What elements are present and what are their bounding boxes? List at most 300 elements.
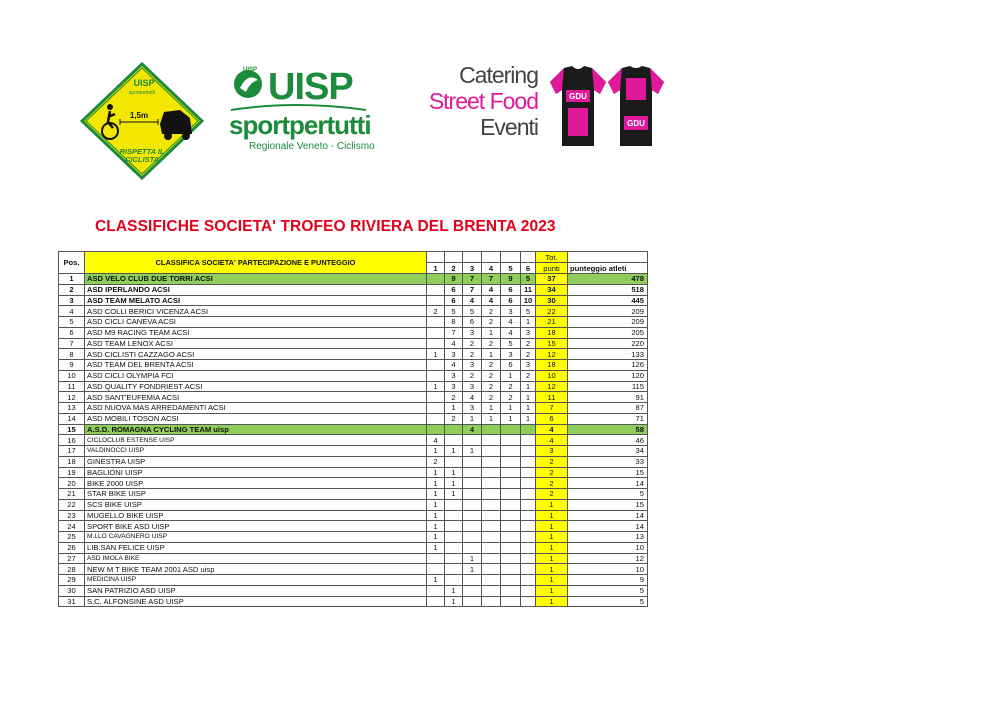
row-team-name: GINESTRA UISP bbox=[85, 456, 267, 467]
row-athlete-score: 13 bbox=[568, 532, 648, 543]
sign-distance: 1,5m bbox=[129, 111, 149, 120]
row-spacer bbox=[267, 338, 427, 349]
row-total-points: 2 bbox=[536, 478, 568, 489]
row-round-3 bbox=[463, 456, 482, 467]
row-round-4: 7 bbox=[482, 274, 501, 285]
row-athlete-score: 10 bbox=[568, 542, 648, 553]
row-round-6 bbox=[521, 467, 536, 478]
row-round-1: 1 bbox=[427, 499, 445, 510]
row-round-1 bbox=[427, 403, 445, 414]
row-pos: 23 bbox=[59, 510, 85, 521]
row-round-2: 8 bbox=[445, 317, 463, 328]
row-round-4 bbox=[482, 542, 501, 553]
row-athlete-score: 133 bbox=[568, 349, 648, 360]
row-round-1 bbox=[427, 327, 445, 338]
row-athlete-score: 120 bbox=[568, 370, 648, 381]
row-total-points: 22 bbox=[536, 306, 568, 317]
row-athlete-score: 15 bbox=[568, 467, 648, 478]
row-round-4 bbox=[482, 456, 501, 467]
row-round-2: 3 bbox=[445, 370, 463, 381]
row-spacer bbox=[267, 403, 427, 414]
row-round-1 bbox=[427, 370, 445, 381]
row-total-points: 7 bbox=[536, 403, 568, 414]
row-round-2 bbox=[445, 499, 463, 510]
row-round-2 bbox=[445, 564, 463, 575]
jersey2-label: GDU bbox=[627, 119, 645, 128]
row-total-points: 4 bbox=[536, 435, 568, 446]
uisp-wordmark: UISP bbox=[268, 66, 353, 108]
row-pos: 7 bbox=[59, 338, 85, 349]
row-round-4 bbox=[482, 564, 501, 575]
row-round-5 bbox=[501, 446, 521, 457]
row-spacer bbox=[267, 317, 427, 328]
row-spacer bbox=[267, 521, 427, 532]
row-round-1: 1 bbox=[427, 381, 445, 392]
row-pos: 4 bbox=[59, 306, 85, 317]
row-round-4: 1 bbox=[482, 349, 501, 360]
table-row bbox=[59, 575, 648, 586]
header-tot-punti: punti bbox=[536, 263, 568, 274]
row-athlete-score: 5 bbox=[568, 596, 648, 607]
row-round-3: 4 bbox=[463, 392, 482, 403]
row-round-3 bbox=[463, 478, 482, 489]
row-pos: 31 bbox=[59, 596, 85, 607]
row-pos: 17 bbox=[59, 446, 85, 457]
table-row bbox=[59, 585, 648, 596]
row-pos: 5 bbox=[59, 317, 85, 328]
row-team-name: LIB.SAN FELICE UISP bbox=[85, 542, 267, 553]
row-round-4: 1 bbox=[482, 403, 501, 414]
row-total-points: 12 bbox=[536, 349, 568, 360]
row-team-name: S.C. ALFONSINE ASD UISP bbox=[85, 596, 267, 607]
row-athlete-score: 445 bbox=[568, 295, 648, 306]
row-round-3 bbox=[463, 521, 482, 532]
row-total-points: 3 bbox=[536, 446, 568, 457]
table-row bbox=[59, 596, 648, 607]
row-pos: 3 bbox=[59, 295, 85, 306]
header-tot: Tot. bbox=[536, 252, 568, 263]
row-spacer bbox=[267, 424, 427, 435]
row-team-name: STAR BIKE UISP bbox=[85, 489, 267, 500]
row-round-5: 1 bbox=[501, 370, 521, 381]
row-round-6 bbox=[521, 542, 536, 553]
row-round-3: 1 bbox=[463, 446, 482, 457]
table-row bbox=[59, 392, 648, 403]
row-round-2: 2 bbox=[445, 392, 463, 403]
row-round-6 bbox=[521, 596, 536, 607]
row-total-points: 1 bbox=[536, 521, 568, 532]
row-pos: 26 bbox=[59, 542, 85, 553]
row-round-4 bbox=[482, 596, 501, 607]
row-round-6: 2 bbox=[521, 338, 536, 349]
row-spacer bbox=[267, 381, 427, 392]
row-round-1: 2 bbox=[427, 456, 445, 467]
row-round-4: 2 bbox=[482, 317, 501, 328]
row-team-name: ASD COLLI BERICI VICENZA ACSI bbox=[85, 306, 267, 317]
row-round-2: 4 bbox=[445, 360, 463, 371]
row-round-6 bbox=[521, 456, 536, 467]
row-total-points: 12 bbox=[536, 381, 568, 392]
row-athlete-score: 14 bbox=[568, 521, 648, 532]
row-round-2: 1 bbox=[445, 446, 463, 457]
row-athlete-score: 126 bbox=[568, 360, 648, 371]
row-team-name: ASD CICLI CANEVA ACSI bbox=[85, 317, 267, 328]
row-round-4 bbox=[482, 575, 501, 586]
jersey-back-icon bbox=[606, 64, 666, 148]
row-total-points: 18 bbox=[536, 360, 568, 371]
row-round-5: 5 bbox=[501, 338, 521, 349]
row-round-1 bbox=[427, 585, 445, 596]
row-round-4: 1 bbox=[482, 327, 501, 338]
row-round-1: 1 bbox=[427, 446, 445, 457]
row-round-3: 4 bbox=[463, 424, 482, 435]
row-round-6 bbox=[521, 585, 536, 596]
row-round-2 bbox=[445, 575, 463, 586]
row-spacer bbox=[267, 360, 427, 371]
row-athlete-score: 115 bbox=[568, 381, 648, 392]
jersey-front-icon bbox=[548, 64, 608, 148]
row-spacer bbox=[267, 327, 427, 338]
row-round-2: 3 bbox=[445, 349, 463, 360]
row-round-3: 3 bbox=[463, 381, 482, 392]
table-header-row bbox=[59, 252, 648, 263]
row-round-4: 2 bbox=[482, 370, 501, 381]
row-team-name: ASD NUOVA MAS ARREDAMENTI ACSI bbox=[85, 403, 267, 414]
row-team-name: MEDICINA UISP bbox=[85, 575, 267, 586]
row-athlete-score: 14 bbox=[568, 478, 648, 489]
sign-brand: UISP bbox=[133, 78, 155, 88]
row-round-5: 6 bbox=[501, 284, 521, 295]
row-round-5 bbox=[501, 499, 521, 510]
row-round-5 bbox=[501, 532, 521, 543]
row-team-name: ASD MOBILI TOSON ACSI bbox=[85, 413, 267, 424]
row-pos: 12 bbox=[59, 392, 85, 403]
row-round-3: 4 bbox=[463, 295, 482, 306]
row-round-3: 3 bbox=[463, 360, 482, 371]
row-round-4 bbox=[482, 424, 501, 435]
row-team-name: ASD IPERLANDO ACSI bbox=[85, 284, 267, 295]
row-team-name: ASD CICLISTI CAZZAGO ACSI bbox=[85, 349, 267, 360]
row-team-name: M.LLO CAVAGNERO UISP bbox=[85, 532, 267, 543]
row-pos: 10 bbox=[59, 370, 85, 381]
row-spacer bbox=[267, 510, 427, 521]
row-spacer bbox=[267, 392, 427, 403]
row-spacer bbox=[267, 467, 427, 478]
row-total-points: 34 bbox=[536, 284, 568, 295]
row-team-name: VALDINOCCI UISP bbox=[85, 446, 267, 457]
row-round-3: 7 bbox=[463, 274, 482, 285]
row-round-2: 7 bbox=[445, 327, 463, 338]
row-team-name: ASD QUALITY FONDRIEST ACSI bbox=[85, 381, 267, 392]
row-round-3: 6 bbox=[463, 317, 482, 328]
row-round-3 bbox=[463, 489, 482, 500]
table-row bbox=[59, 499, 648, 510]
row-total-points: 1 bbox=[536, 553, 568, 564]
table-row bbox=[59, 456, 648, 467]
row-athlete-score: 220 bbox=[568, 338, 648, 349]
row-round-6: 2 bbox=[521, 349, 536, 360]
row-round-2: 1 bbox=[445, 596, 463, 607]
row-pos: 21 bbox=[59, 489, 85, 500]
row-round-6: 10 bbox=[521, 295, 536, 306]
header-pos: Pos. bbox=[59, 252, 85, 274]
row-round-1: 1 bbox=[427, 575, 445, 586]
row-round-6: 1 bbox=[521, 381, 536, 392]
row-pos: 15 bbox=[59, 424, 85, 435]
row-round-2 bbox=[445, 424, 463, 435]
row-total-points: 6 bbox=[536, 413, 568, 424]
row-round-3 bbox=[463, 467, 482, 478]
row-round-4 bbox=[482, 467, 501, 478]
row-spacer bbox=[267, 349, 427, 360]
row-round-1 bbox=[427, 424, 445, 435]
row-round-4: 4 bbox=[482, 284, 501, 295]
row-athlete-score: 10 bbox=[568, 564, 648, 575]
catering-logo bbox=[424, 62, 538, 140]
header-round-3: 3 bbox=[463, 263, 482, 274]
row-pos: 20 bbox=[59, 478, 85, 489]
row-team-name: ASD TEAM MELATO ACSI bbox=[85, 295, 267, 306]
row-round-4 bbox=[482, 521, 501, 532]
sign-sub: sportpertutti bbox=[128, 90, 156, 96]
row-total-points: 1 bbox=[536, 542, 568, 553]
row-round-5 bbox=[501, 575, 521, 586]
table-row bbox=[59, 274, 648, 285]
row-pos: 25 bbox=[59, 532, 85, 543]
row-spacer bbox=[267, 585, 427, 596]
row-round-6 bbox=[521, 521, 536, 532]
row-spacer bbox=[267, 295, 427, 306]
row-total-points: 11 bbox=[536, 392, 568, 403]
row-round-6 bbox=[521, 575, 536, 586]
row-round-1: 1 bbox=[427, 349, 445, 360]
row-round-4: 2 bbox=[482, 360, 501, 371]
table-row bbox=[59, 542, 648, 553]
header-round-1: 1 bbox=[427, 263, 445, 274]
row-round-3: 5 bbox=[463, 306, 482, 317]
row-team-name: ASD IMOLA BIKE bbox=[85, 553, 267, 564]
row-round-4: 4 bbox=[482, 295, 501, 306]
sign-line2: CICLISTA bbox=[124, 155, 160, 164]
table-row bbox=[59, 284, 648, 295]
table-row bbox=[59, 327, 648, 338]
row-round-6 bbox=[521, 532, 536, 543]
row-athlete-score: 15 bbox=[568, 499, 648, 510]
row-total-points: 2 bbox=[536, 467, 568, 478]
row-round-6: 3 bbox=[521, 327, 536, 338]
row-round-2: 9 bbox=[445, 274, 463, 285]
row-spacer bbox=[267, 284, 427, 295]
row-round-6 bbox=[521, 446, 536, 457]
row-spacer bbox=[267, 532, 427, 543]
row-round-5: 3 bbox=[501, 349, 521, 360]
row-round-1 bbox=[427, 317, 445, 328]
row-spacer bbox=[267, 499, 427, 510]
row-round-6 bbox=[521, 478, 536, 489]
row-round-2 bbox=[445, 435, 463, 446]
page-title: CLASSIFICHE SOCIETA' TROFEO RIVIERA DEL BRENTA 2023 bbox=[95, 218, 556, 235]
header-title: CLASSIFICA SOCIETA' PARTECIPAZIONE E PUNTEGGIO bbox=[85, 252, 427, 274]
row-athlete-score: 33 bbox=[568, 456, 648, 467]
row-round-6 bbox=[521, 489, 536, 500]
row-round-5: 9 bbox=[501, 274, 521, 285]
row-spacer bbox=[267, 575, 427, 586]
row-total-points: 1 bbox=[536, 564, 568, 575]
row-pos: 18 bbox=[59, 456, 85, 467]
row-total-points: 21 bbox=[536, 317, 568, 328]
row-round-2 bbox=[445, 553, 463, 564]
uisp-sportpertutti: sportpertutti bbox=[229, 110, 371, 140]
table-row bbox=[59, 295, 648, 306]
row-round-1 bbox=[427, 338, 445, 349]
row-round-6 bbox=[521, 424, 536, 435]
row-pos: 24 bbox=[59, 521, 85, 532]
row-spacer bbox=[267, 489, 427, 500]
header-round-4: 4 bbox=[482, 263, 501, 274]
row-round-5 bbox=[501, 478, 521, 489]
row-round-6: 3 bbox=[521, 360, 536, 371]
row-athlete-score: 518 bbox=[568, 284, 648, 295]
row-round-5: 2 bbox=[501, 381, 521, 392]
row-pos: 14 bbox=[59, 413, 85, 424]
row-total-points: 10 bbox=[536, 370, 568, 381]
row-round-1: 1 bbox=[427, 532, 445, 543]
row-round-5 bbox=[501, 489, 521, 500]
table-row bbox=[59, 564, 648, 575]
row-pos: 22 bbox=[59, 499, 85, 510]
row-round-3 bbox=[463, 532, 482, 543]
row-round-4 bbox=[482, 553, 501, 564]
row-round-6: 1 bbox=[521, 317, 536, 328]
table-row bbox=[59, 532, 648, 543]
table-row bbox=[59, 478, 648, 489]
row-round-5: 1 bbox=[501, 413, 521, 424]
row-round-2: 2 bbox=[445, 413, 463, 424]
header-round-5: 5 bbox=[501, 263, 521, 274]
row-round-6 bbox=[521, 553, 536, 564]
row-total-points: 1 bbox=[536, 575, 568, 586]
row-team-name: ASD M9 RACING TEAM ACSI bbox=[85, 327, 267, 338]
row-round-1 bbox=[427, 564, 445, 575]
row-spacer bbox=[267, 456, 427, 467]
row-round-4 bbox=[482, 510, 501, 521]
row-spacer bbox=[267, 564, 427, 575]
row-athlete-score: 209 bbox=[568, 306, 648, 317]
row-round-3: 1 bbox=[463, 564, 482, 575]
row-round-3: 7 bbox=[463, 284, 482, 295]
row-round-2: 6 bbox=[445, 295, 463, 306]
row-team-name: MUGELLO BIKE UISP bbox=[85, 510, 267, 521]
row-round-6: 1 bbox=[521, 392, 536, 403]
table-row bbox=[59, 413, 648, 424]
jersey1-label: GDU bbox=[569, 92, 587, 101]
row-round-1: 1 bbox=[427, 542, 445, 553]
row-round-4 bbox=[482, 499, 501, 510]
row-round-4 bbox=[482, 489, 501, 500]
row-pos: 6 bbox=[59, 327, 85, 338]
row-round-2: 6 bbox=[445, 284, 463, 295]
row-round-4: 2 bbox=[482, 381, 501, 392]
row-round-6 bbox=[521, 510, 536, 521]
row-athlete-score: 34 bbox=[568, 446, 648, 457]
row-round-5 bbox=[501, 510, 521, 521]
row-team-name: BAGLIONI UISP bbox=[85, 467, 267, 478]
row-round-4 bbox=[482, 435, 501, 446]
row-total-points: 15 bbox=[536, 338, 568, 349]
row-round-2: 1 bbox=[445, 467, 463, 478]
row-round-4 bbox=[482, 478, 501, 489]
table-row bbox=[59, 349, 648, 360]
row-round-1: 1 bbox=[427, 489, 445, 500]
row-athlete-score: 58 bbox=[568, 424, 648, 435]
row-round-2: 1 bbox=[445, 489, 463, 500]
row-round-5: 4 bbox=[501, 327, 521, 338]
row-athlete-score: 478 bbox=[568, 274, 648, 285]
row-athlete-score: 46 bbox=[568, 435, 648, 446]
row-total-points: 4 bbox=[536, 424, 568, 435]
table-row bbox=[59, 510, 648, 521]
row-spacer bbox=[267, 596, 427, 607]
row-round-1 bbox=[427, 274, 445, 285]
row-round-1: 1 bbox=[427, 510, 445, 521]
row-round-1 bbox=[427, 295, 445, 306]
row-pos: 29 bbox=[59, 575, 85, 586]
row-total-points: 1 bbox=[536, 499, 568, 510]
row-spacer bbox=[267, 446, 427, 457]
catering-line2: Street Food bbox=[428, 88, 538, 114]
row-spacer bbox=[267, 542, 427, 553]
row-team-name: ASD TEAM LENOX ACSI bbox=[85, 338, 267, 349]
table-row bbox=[59, 306, 648, 317]
row-pos: 13 bbox=[59, 403, 85, 414]
row-pos: 9 bbox=[59, 360, 85, 371]
table-row bbox=[59, 338, 648, 349]
row-round-2: 5 bbox=[445, 306, 463, 317]
row-athlete-score: 91 bbox=[568, 392, 648, 403]
row-round-3: 1 bbox=[463, 413, 482, 424]
standings-table bbox=[58, 251, 648, 607]
row-athlete-score: 5 bbox=[568, 585, 648, 596]
row-round-1 bbox=[427, 360, 445, 371]
row-round-4: 2 bbox=[482, 338, 501, 349]
row-round-4 bbox=[482, 585, 501, 596]
row-team-name: ASD VELO CLUB DUE TORRI ACSI bbox=[85, 274, 267, 285]
row-pos: 16 bbox=[59, 435, 85, 446]
header-round-6: 6 bbox=[521, 263, 536, 274]
row-total-points: 2 bbox=[536, 489, 568, 500]
row-team-name: ASD SANT'EUFEMIA ACSI bbox=[85, 392, 267, 403]
row-team-name: SCS BIKE UISP bbox=[85, 499, 267, 510]
row-pos: 27 bbox=[59, 553, 85, 564]
row-round-5 bbox=[501, 585, 521, 596]
catering-line1: Catering bbox=[459, 62, 538, 88]
row-round-1: 2 bbox=[427, 306, 445, 317]
row-round-2 bbox=[445, 510, 463, 521]
row-round-2 bbox=[445, 542, 463, 553]
row-pos: 8 bbox=[59, 349, 85, 360]
row-spacer bbox=[267, 306, 427, 317]
row-pos: 2 bbox=[59, 284, 85, 295]
row-pos: 11 bbox=[59, 381, 85, 392]
row-round-2: 1 bbox=[445, 585, 463, 596]
table-row bbox=[59, 521, 648, 532]
row-round-5 bbox=[501, 456, 521, 467]
row-spacer bbox=[267, 274, 427, 285]
row-pos: 30 bbox=[59, 585, 85, 596]
table-row bbox=[59, 360, 648, 371]
row-round-6: 2 bbox=[521, 370, 536, 381]
row-team-name: CICLOCLUB ESTENSE UISP bbox=[85, 435, 267, 446]
